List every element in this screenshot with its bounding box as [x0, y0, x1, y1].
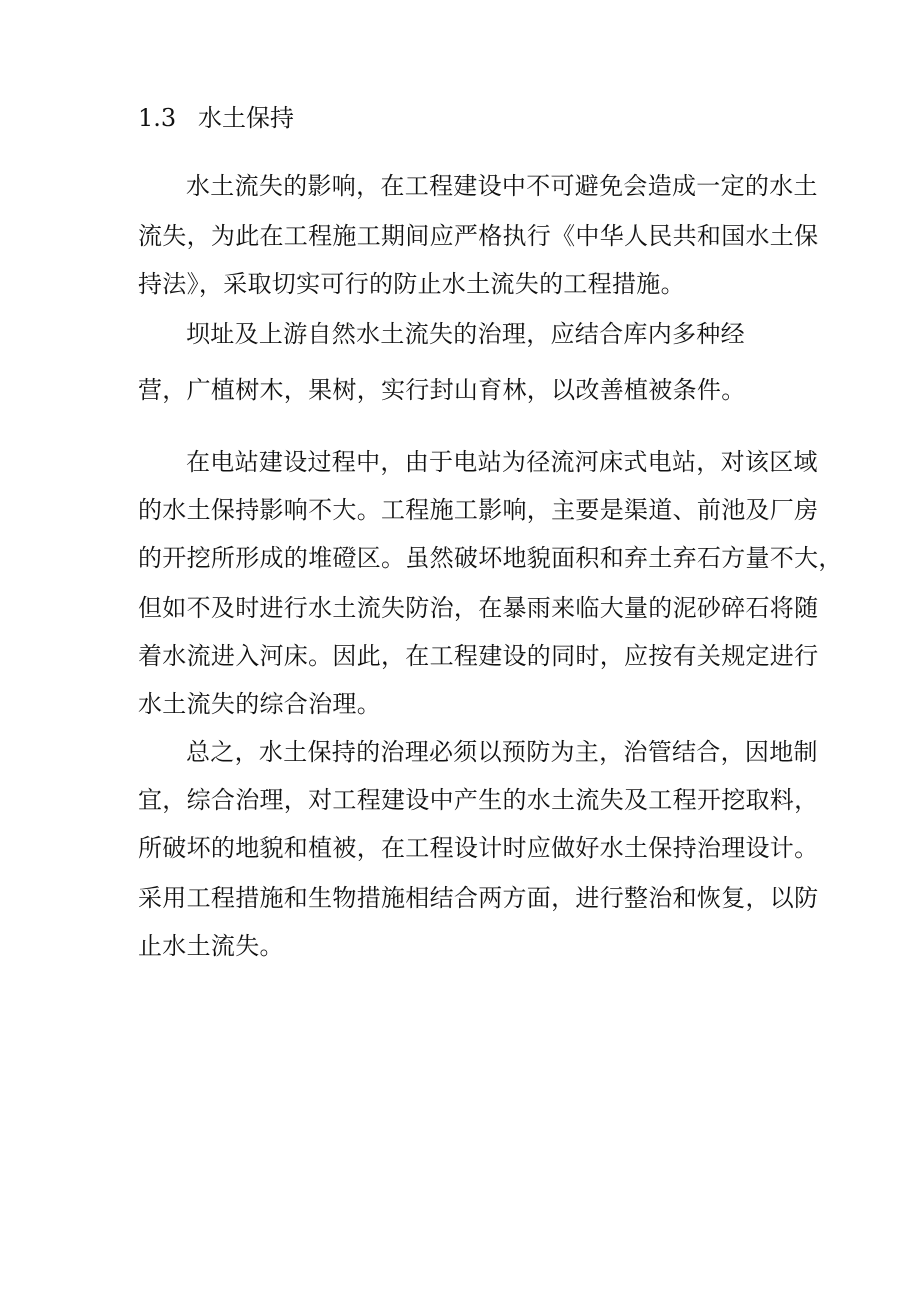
paragraph-line: 所破坏的地貌和植被，在工程设计时应做好水土保持治理设计。 — [138, 834, 819, 862]
paragraph-line: 流失，为此在工程施工期间应严格执行《中华人民共和国水土保 — [138, 222, 819, 250]
paragraph-line: 坝址及上游自然水土流失的治理，应结合库内多种经 — [186, 320, 745, 348]
paragraph-line: 的开挖所形成的堆磴区。虽然破坏地貌面积和弃土弃石方量不大， — [138, 544, 843, 572]
paragraph-line: 的水土保持影响不大。工程施工影响，主要是渠道、前池及厂房 — [138, 496, 819, 524]
paragraph-line: 宜，综合治理，对工程建设中产生的水土流失及工程开挖取料， — [138, 786, 819, 814]
section-heading — [138, 98, 294, 138]
paragraph-line: 但如不及时进行水土流失防治，在暴雨来临大量的泥砂碎石将随 — [138, 594, 819, 622]
paragraph-line: 着水流进入河床。因此，在工程建设的同时，应按有关规定进行 — [138, 642, 819, 670]
section-title: 水土保持 — [198, 104, 294, 132]
paragraph-line: 止水土流失。 — [138, 932, 284, 960]
paragraph-line: 营，广植树木，果树，实行封山育林，以改善植被条件。 — [138, 376, 746, 404]
paragraph-line: 在电站建设过程中，由于电站为径流河床式电站，对该区域 — [186, 448, 818, 476]
paragraph-line: 持法》，采取切实可行的防止水土流失的工程措施。 — [138, 270, 685, 298]
paragraph-line: 水土流失的综合治理。 — [138, 690, 381, 718]
paragraph-line: 总之，水土保持的治理必须以预防为主，治管结合，因地制 — [186, 738, 818, 766]
section-number: 1.3 — [138, 104, 177, 132]
paragraph-line: 水土流失的影响，在工程建设中不可避免会造成一定的水土 — [186, 172, 818, 200]
paragraph-line: 采用工程措施和生物措施相结合两方面，进行整治和恢复，以防 — [138, 884, 819, 912]
